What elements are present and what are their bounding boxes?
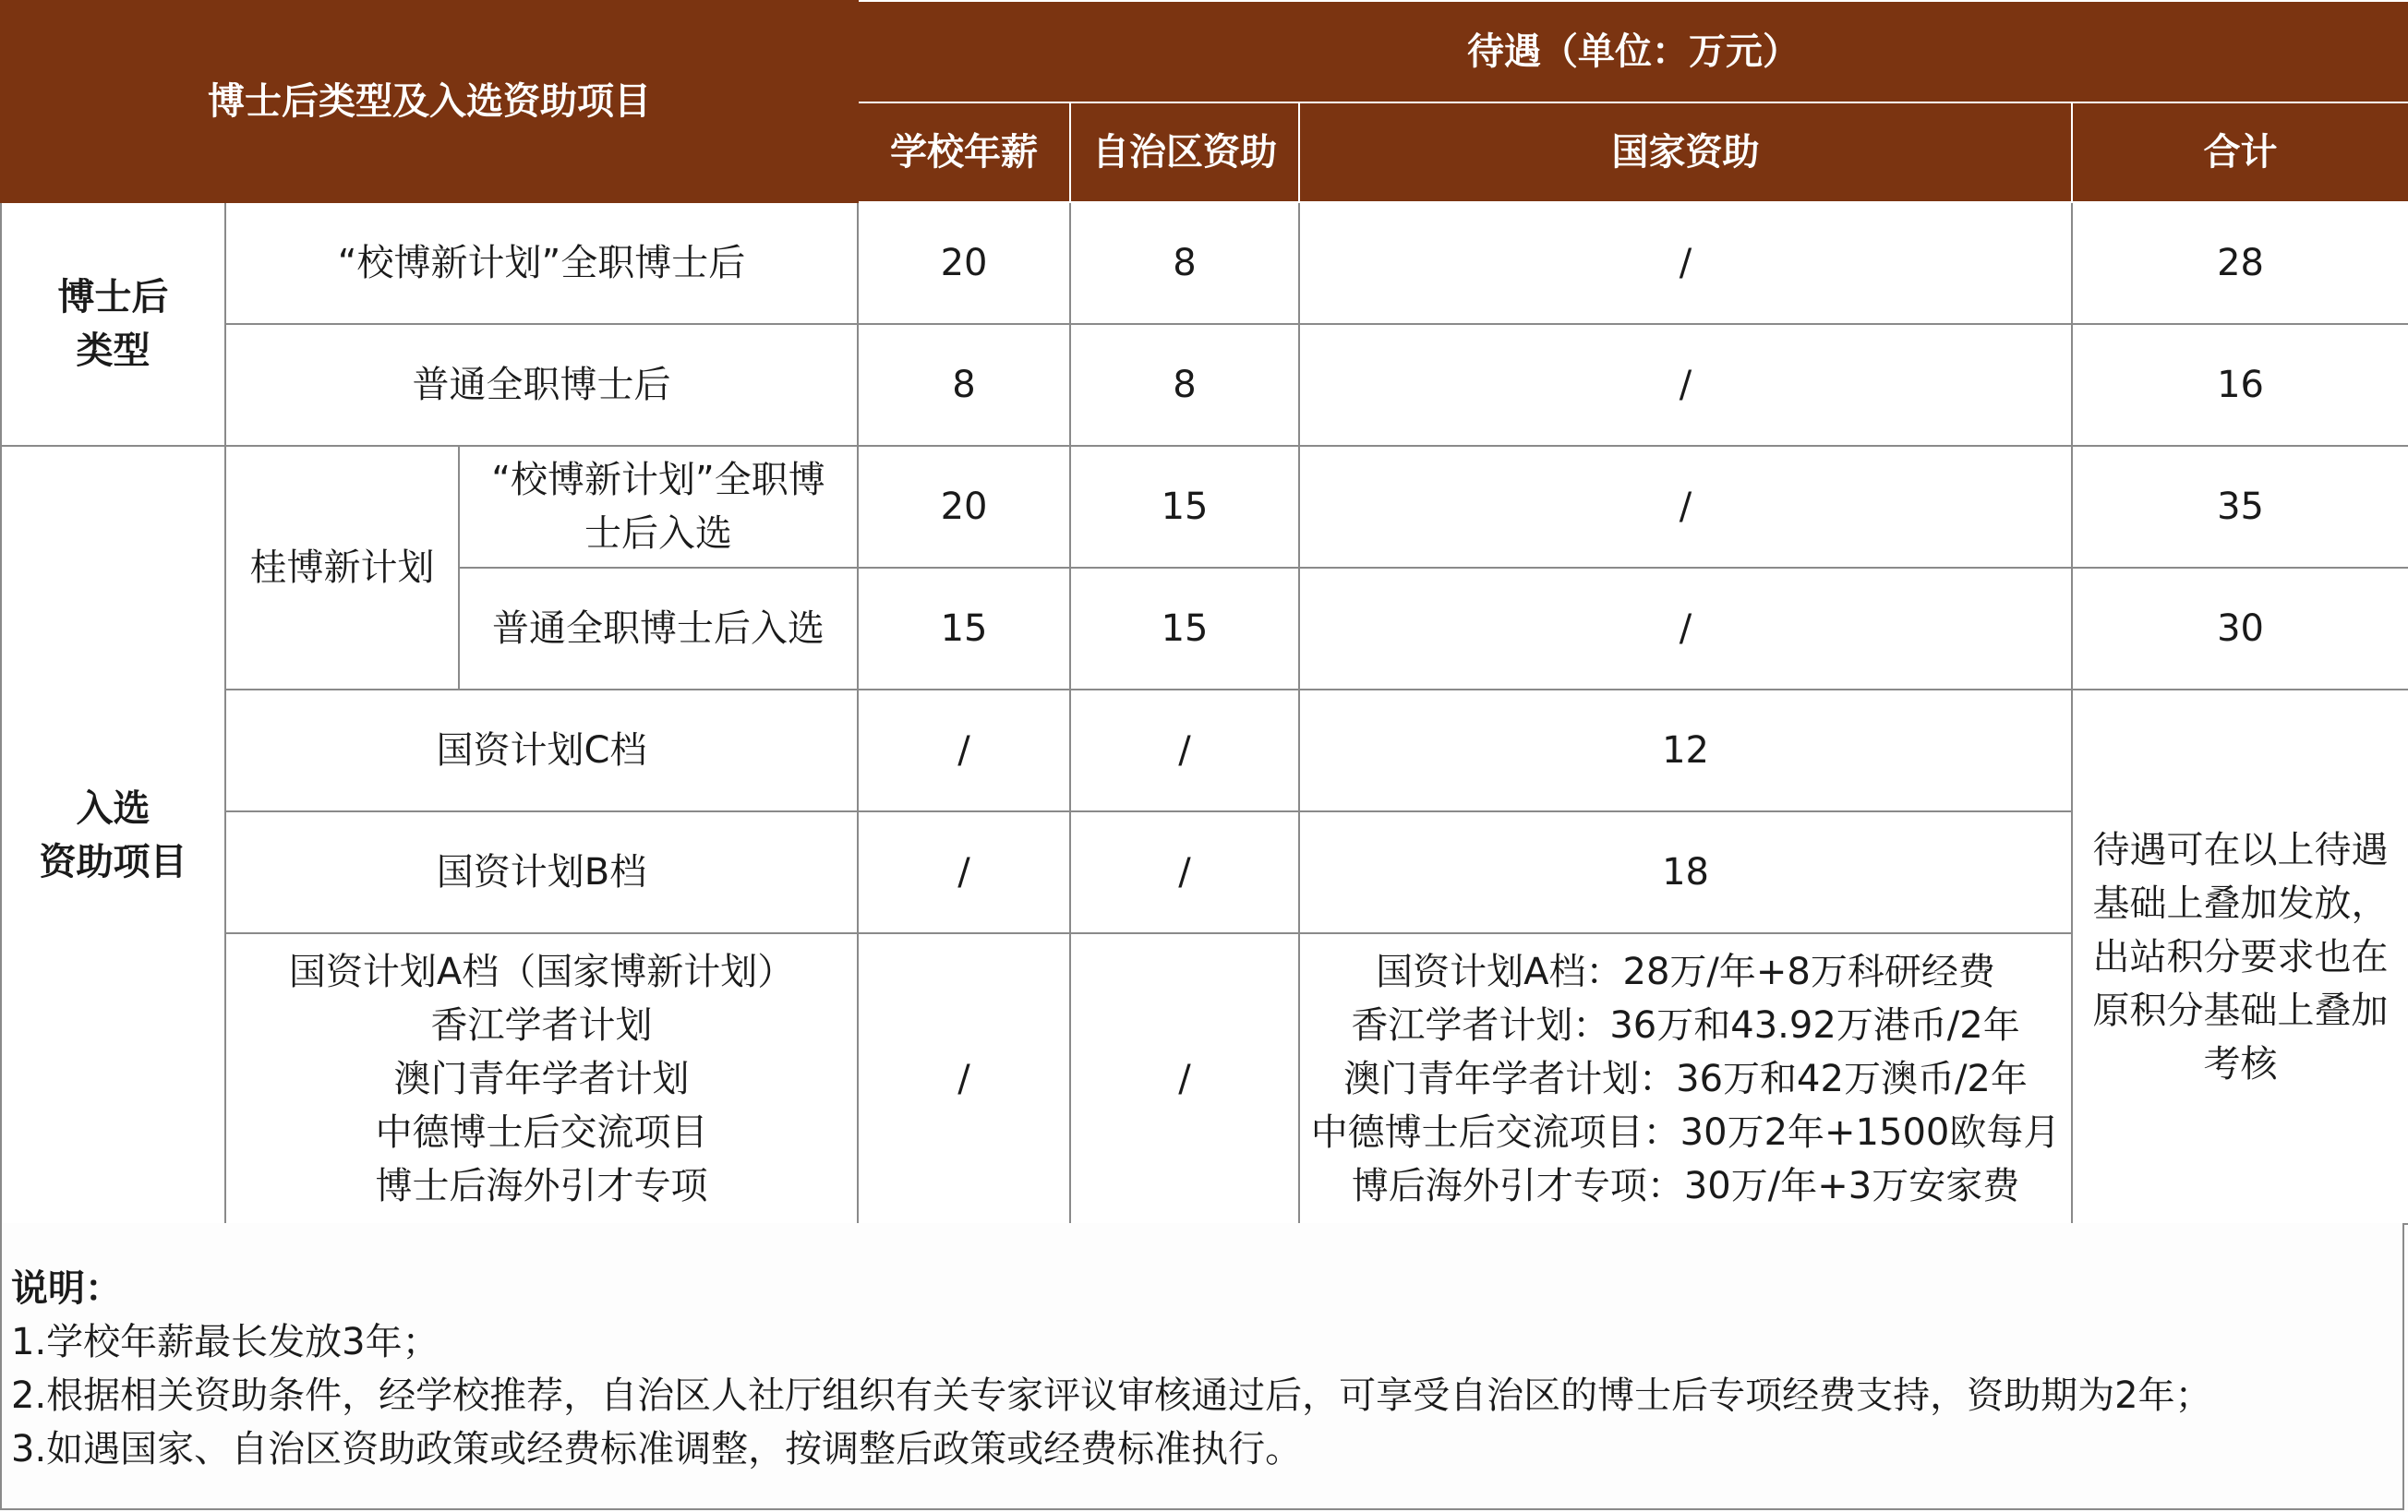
table-row <box>1 933 2408 1224</box>
cell-total: 16 <box>2072 324 2408 446</box>
row-name-line: 士后入选 <box>584 512 733 555</box>
header-total: 合计 <box>2072 102 2408 202</box>
table-row <box>1 446 2408 568</box>
table-row <box>1 324 2408 446</box>
group-label-line: 博士后 <box>57 276 169 318</box>
header-row-1 <box>1 1 2408 102</box>
note-line: 出站积分要求也在 <box>2092 935 2389 978</box>
cell-total: 30 <box>2072 568 2408 690</box>
table-row <box>1 202 2408 324</box>
row-name-line: “校博新计划”全职博 <box>491 459 825 501</box>
cell-total: 28 <box>2072 202 2408 324</box>
cell-region: 8 <box>1070 202 1299 324</box>
note-line: 基础上叠加发放， <box>2092 882 2389 925</box>
row-name: 普通全职博士后入选 <box>459 568 858 690</box>
note-item: 3.如遇国家、自治区资助政策或经费标准调整，按调整后政策或经费标准执行。 <box>11 1428 1303 1470</box>
note-item: 2.根据相关资助条件，经学校推荐，自治区人社厅组织有关专家评议审核通过后，可享受自治区的博士后专项经费支持，资助期为2年； <box>11 1374 2212 1417</box>
cell-region: 15 <box>1070 568 1299 690</box>
row-name-line: 中德博士后交流项目 <box>375 1110 708 1154</box>
cell-school: / <box>858 690 1070 811</box>
note-line: 考核 <box>2203 1042 2278 1086</box>
cell-total: 35 <box>2072 446 2408 568</box>
row-name-line: 国资计划A档（国家博新计划） <box>288 950 795 993</box>
national-line: 国资计划A档：28万/年+8万科研经费 <box>1376 950 1995 993</box>
cell-school: 15 <box>858 568 1070 690</box>
national-line: 博后海外引才专项：30万/年+3万安家费 <box>1351 1164 2020 1207</box>
cell-region: / <box>1070 933 1299 1224</box>
group-label-type <box>1 202 225 446</box>
row-name: 国资计划C档 <box>225 690 858 811</box>
header-school-salary: 学校年薪 <box>858 102 1070 202</box>
cell-school: 20 <box>858 446 1070 568</box>
cell-region: 8 <box>1070 324 1299 446</box>
row-name-line: 香江学者计划 <box>430 1003 653 1047</box>
cell-national: / <box>1299 324 2072 446</box>
header-national-funding: 国家资助 <box>1299 102 2072 202</box>
table-row <box>1 811 2408 933</box>
row-name <box>459 446 858 568</box>
national-line: 中德博士后交流项目：30万2年+1500欧每月 <box>1310 1110 2061 1154</box>
group-label-line: 入选 <box>76 786 150 830</box>
cell-region: / <box>1070 690 1299 811</box>
cell-school: 8 <box>858 324 1070 446</box>
note-line: 待遇可在以上待遇 <box>2092 828 2389 871</box>
gui-plan-label: 桂博新计划 <box>225 446 459 690</box>
header-region-funding: 自治区资助 <box>1070 102 1299 202</box>
notes-section <box>0 1223 2404 1510</box>
header-type-column: 博士后类型及入选资助项目 <box>1 1 858 202</box>
cell-national: / <box>1299 202 2072 324</box>
table-row <box>1 690 2408 811</box>
cell-school: 20 <box>858 202 1070 324</box>
row-name-line: 博士后海外引才专项 <box>375 1164 708 1207</box>
cell-region: / <box>1070 811 1299 933</box>
cell-school: / <box>858 811 1070 933</box>
cell-national: / <box>1299 568 2072 690</box>
cell-national: 12 <box>1299 690 2072 811</box>
group-label-line: 类型 <box>76 330 150 372</box>
note-line: 原积分基础上叠加 <box>2092 989 2389 1032</box>
header-treatment: 待遇（单位：万元） <box>858 1 2408 102</box>
row-name: “校博新计划”全职博士后 <box>225 202 858 324</box>
cell-national: 18 <box>1299 811 2072 933</box>
cell-region: 15 <box>1070 446 1299 568</box>
cell-national-list <box>1299 933 2072 1224</box>
cell-school: / <box>858 933 1070 1224</box>
merged-total-note <box>2072 690 2408 1224</box>
row-name-line: 澳门青年学者计划 <box>393 1057 690 1100</box>
row-name-list <box>225 933 858 1224</box>
note-item: 1.学校年薪最长发放3年； <box>11 1321 439 1363</box>
row-name: 普通全职博士后 <box>225 324 858 446</box>
cell-national: / <box>1299 446 2072 568</box>
notes-title: 说明： <box>11 1267 122 1310</box>
national-line: 澳门青年学者计划：36万和42万澳币/2年 <box>1343 1057 2028 1100</box>
group-label-line: 资助项目 <box>39 840 187 883</box>
group-label-funding <box>1 446 225 1224</box>
national-line: 香江学者计划：36万和43.92万港币/2年 <box>1351 1003 2020 1047</box>
row-name: 国资计划B档 <box>225 811 858 933</box>
